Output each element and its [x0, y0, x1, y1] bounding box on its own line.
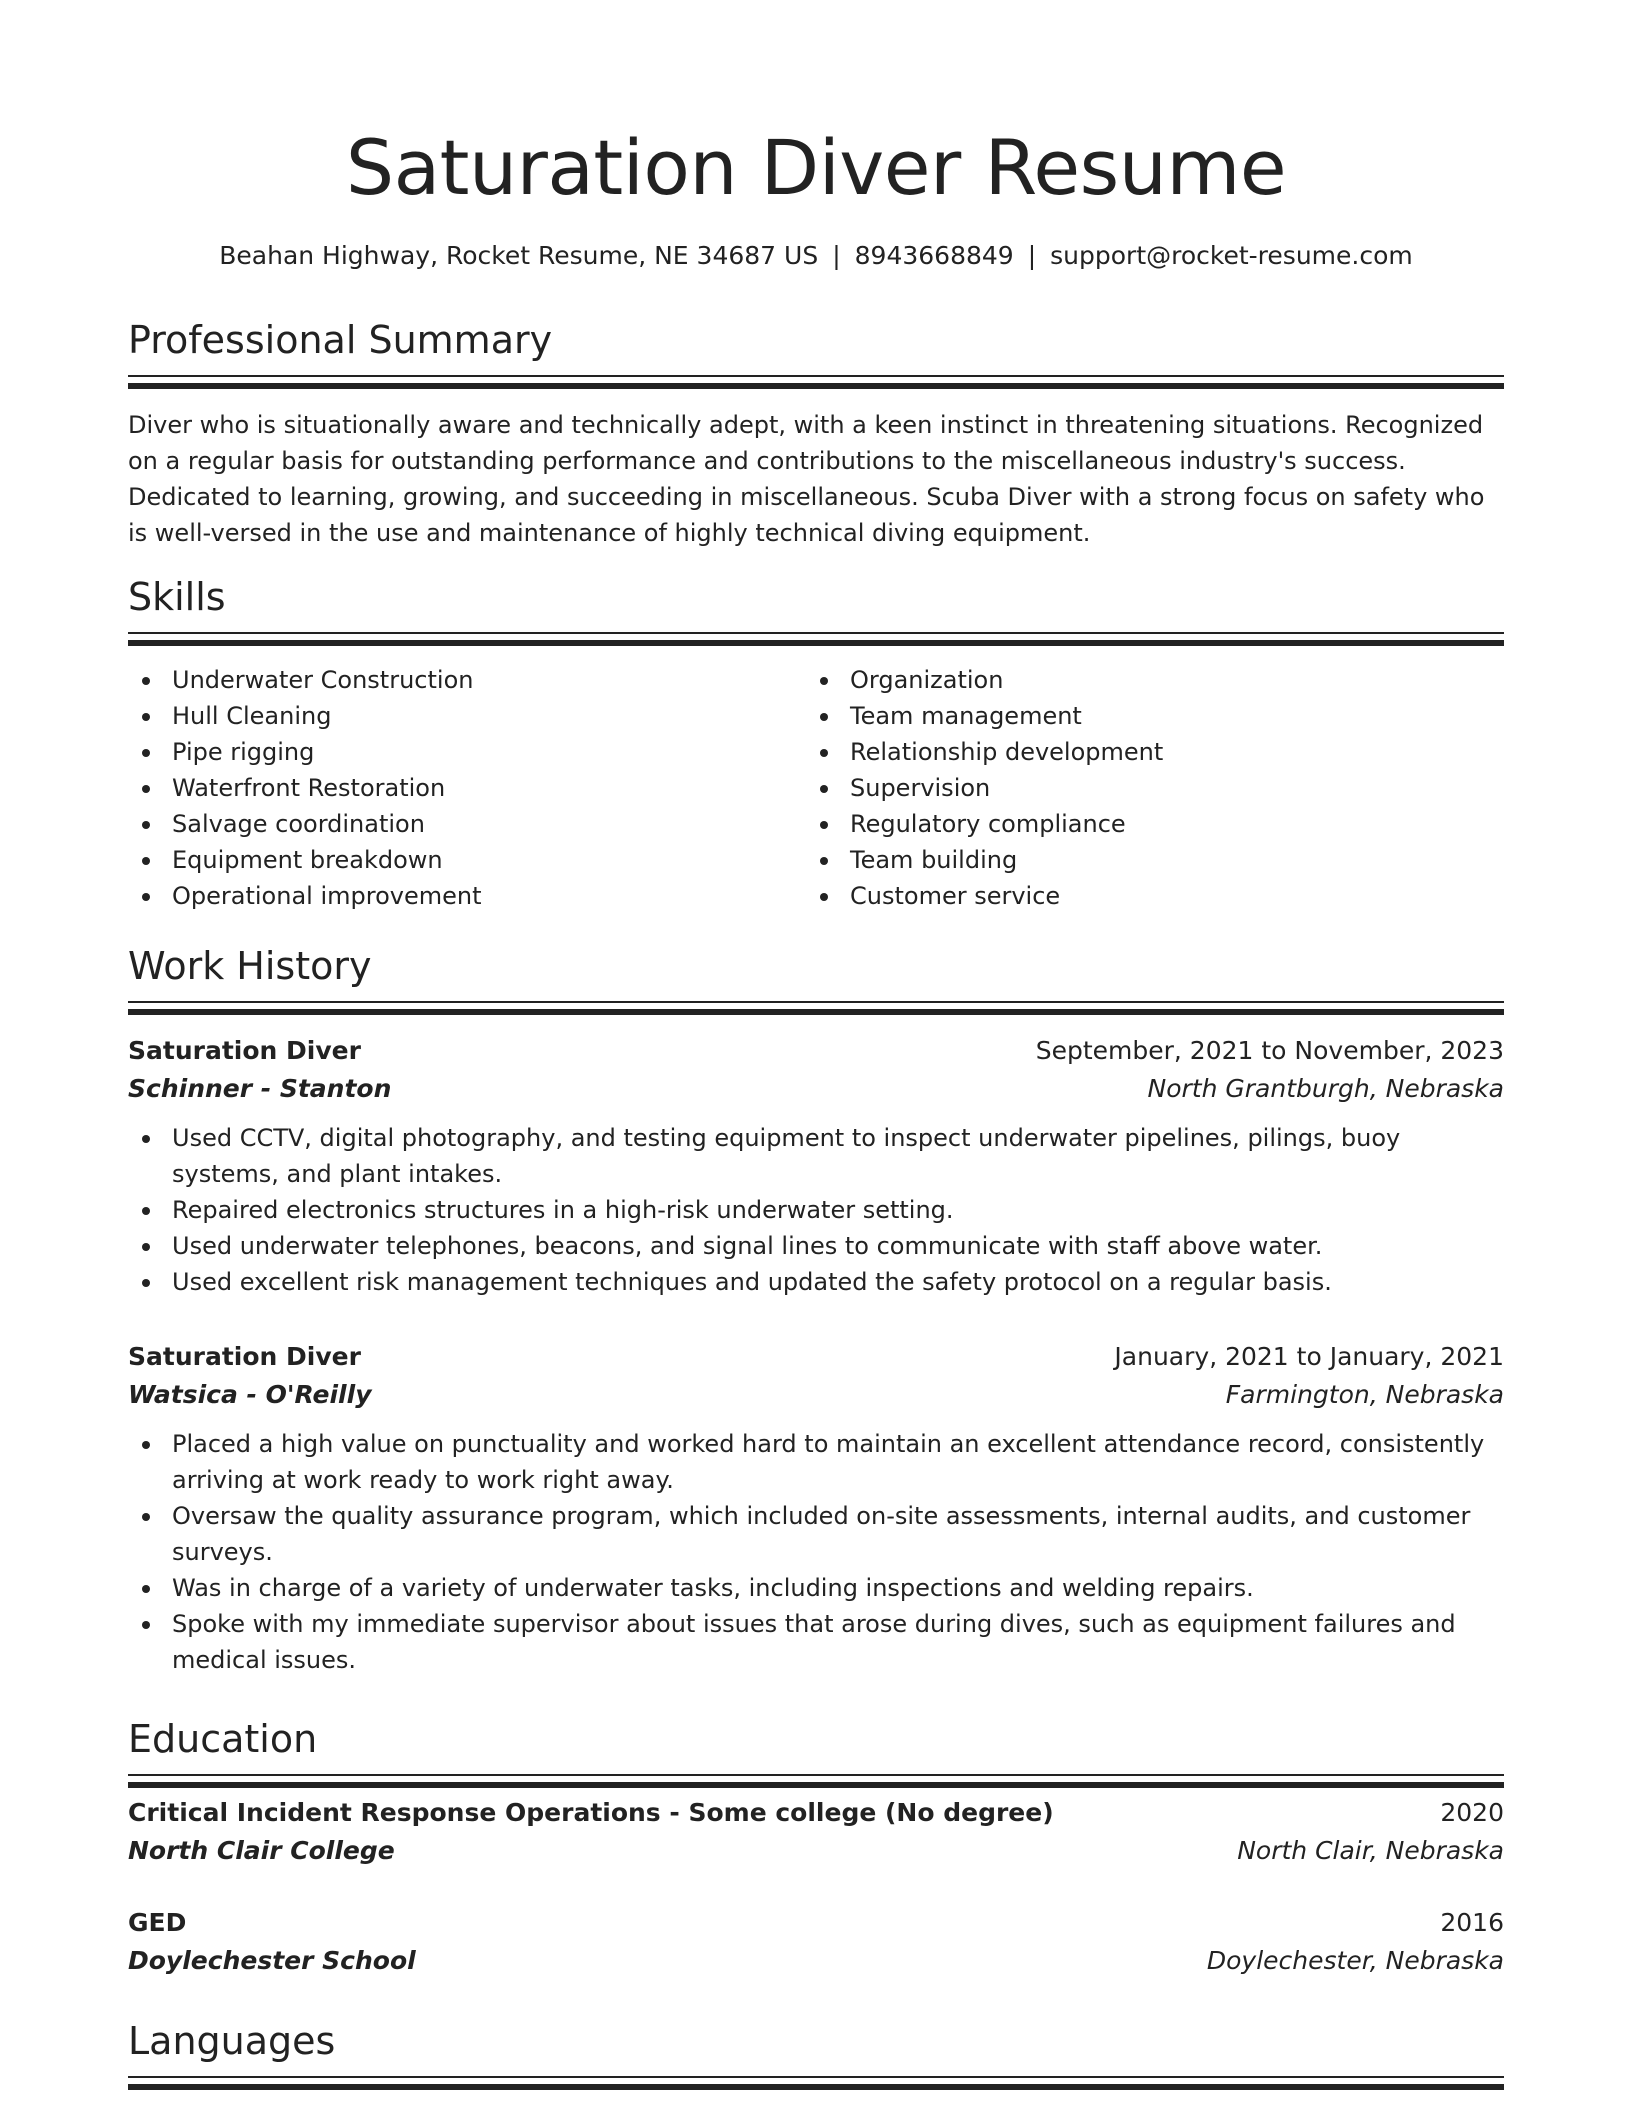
education-location: Doylechester, Nebraska: [1206, 1946, 1504, 1975]
section-divider: [128, 632, 1504, 634]
skill-item: Waterfront Restoration: [128, 770, 806, 806]
section-divider: [128, 1774, 1504, 1776]
section-title-languages: Languages: [128, 2019, 336, 2063]
contact-phone: 8943668849: [854, 241, 1014, 270]
skills-list-left: [128, 662, 806, 914]
skill-item: Organization: [806, 662, 1484, 698]
section-title-education: Education: [128, 1717, 318, 1761]
job-subheader: [128, 1376, 1504, 1414]
section-divider: [128, 1001, 1504, 1003]
skill-item: Relationship development: [806, 734, 1484, 770]
job-header: [128, 1032, 1504, 1070]
section-divider: [128, 383, 1504, 389]
section-title-skills: Skills: [128, 575, 226, 619]
skill-item: Operational improvement: [128, 878, 806, 914]
job-title: Saturation Diver: [128, 1036, 361, 1065]
job-entry: [128, 1032, 1504, 1300]
education-degree: Critical Incident Response Operations - Some college (No degree): [128, 1798, 1054, 1827]
languages-section: [128, 2016, 1504, 2090]
job-bullet: Used CCTV, digital photography, and testing equipment to inspect underwater pipelines, pilings, buoy systems, and plant intakes.: [128, 1120, 1504, 1192]
skill-item: Regulatory compliance: [806, 806, 1484, 842]
job-company: Schinner - Stanton: [128, 1074, 392, 1103]
skill-item: Pipe rigging: [128, 734, 806, 770]
contact-separator: |: [832, 241, 841, 270]
education-school: Doylechester School: [128, 1946, 416, 1975]
summary-text: Diver who is situationally aware and technically adept, with a keen instinct in threatening situations. Recognized on a regular basis for outstanding performance and contributions to the miscellaneous industry's success. Dedicated to learning, growing, and succeeding in miscellaneous. Scuba Diver with a strong focus on safety who is well-versed in the use and maintenance of highly technical diving equipment.: [128, 411, 1485, 547]
job-entry: [128, 1338, 1504, 1678]
skill-item: Salvage coordination: [128, 806, 806, 842]
skills-columns: [128, 662, 1504, 914]
job-bullets: [128, 1426, 1504, 1678]
education-header: [128, 1904, 1504, 1942]
job-bullet: Spoke with my immediate supervisor about issues that arose during dives, such as equipment failures and medical issues.: [128, 1606, 1504, 1678]
job-location: North Grantburgh, Nebraska: [1147, 1074, 1504, 1103]
job-bullet: Used excellent risk management techniques and updated the safety protocol on a regular basis.: [128, 1264, 1504, 1300]
section-title-work: Work History: [128, 944, 372, 988]
job-bullet: Used underwater telephones, beacons, and signal lines to communicate with staff above water.: [128, 1228, 1504, 1264]
section-divider: [128, 1782, 1504, 1788]
education-subheader: [128, 1832, 1504, 1870]
section-title-summary: Professional Summary: [128, 318, 553, 362]
education-entry: [128, 1794, 1504, 1870]
job-subheader: [128, 1070, 1504, 1108]
education-section: [128, 1714, 1504, 1788]
skills-section: [128, 572, 1504, 914]
contact-email[interactable]: support@rocket-resume.com: [1050, 241, 1413, 270]
skill-item: Customer service: [806, 878, 1484, 914]
job-bullet: Was in charge of a variety of underwater tasks, including inspections and welding repairs.: [128, 1570, 1504, 1606]
education-degree: GED: [128, 1908, 187, 1937]
skills-list-right: [806, 662, 1484, 914]
job-company: Watsica - O'Reilly: [128, 1380, 372, 1409]
skill-item: Hull Cleaning: [128, 698, 806, 734]
job-bullet: Placed a high value on punctuality and worked hard to maintain an excellent attendance record, consistently arriving at work ready to work right away.: [128, 1426, 1504, 1498]
education-school: North Clair College: [128, 1836, 395, 1865]
contact-separator: |: [1027, 241, 1037, 270]
section-divider: [128, 640, 1504, 646]
education-year: 2020: [1440, 1798, 1504, 1827]
section-divider: [128, 2076, 1504, 2078]
job-dates: January, 2021 to January, 2021: [1114, 1342, 1504, 1371]
job-dates: September, 2021 to November, 2023: [1035, 1036, 1504, 1065]
job-bullets: [128, 1120, 1504, 1300]
education-location: North Clair, Nebraska: [1237, 1836, 1504, 1865]
education-year: 2016: [1440, 1908, 1504, 1937]
education-entry: [128, 1904, 1504, 1980]
skill-item: Team management: [806, 698, 1484, 734]
job-location: Farmington, Nebraska: [1225, 1380, 1504, 1409]
skill-item: Supervision: [806, 770, 1484, 806]
job-bullet: Repaired electronics structures in a high-risk underwater setting.: [128, 1192, 1504, 1228]
education-subheader: [128, 1942, 1504, 1980]
section-divider: [128, 375, 1504, 377]
section-divider: [128, 1009, 1504, 1015]
skill-item: Underwater Construction: [128, 662, 806, 698]
work-history-section: [128, 941, 1504, 1015]
job-header: [128, 1338, 1504, 1376]
contact-address: Beahan Highway, Rocket Resume, NE 34687 US: [219, 241, 819, 270]
contact-line: [128, 238, 1504, 274]
skill-item: Team building: [806, 842, 1484, 878]
skill-item: Equipment breakdown: [128, 842, 806, 878]
job-title: Saturation Diver: [128, 1342, 361, 1371]
job-bullet: Oversaw the quality assurance program, which included on-site assessments, internal audits, and customer surveys.: [128, 1498, 1504, 1570]
resume-title: Saturation Diver Resume: [345, 123, 1287, 212]
summary-section: [128, 315, 1504, 551]
education-header: [128, 1794, 1504, 1832]
section-divider: [128, 2084, 1504, 2090]
